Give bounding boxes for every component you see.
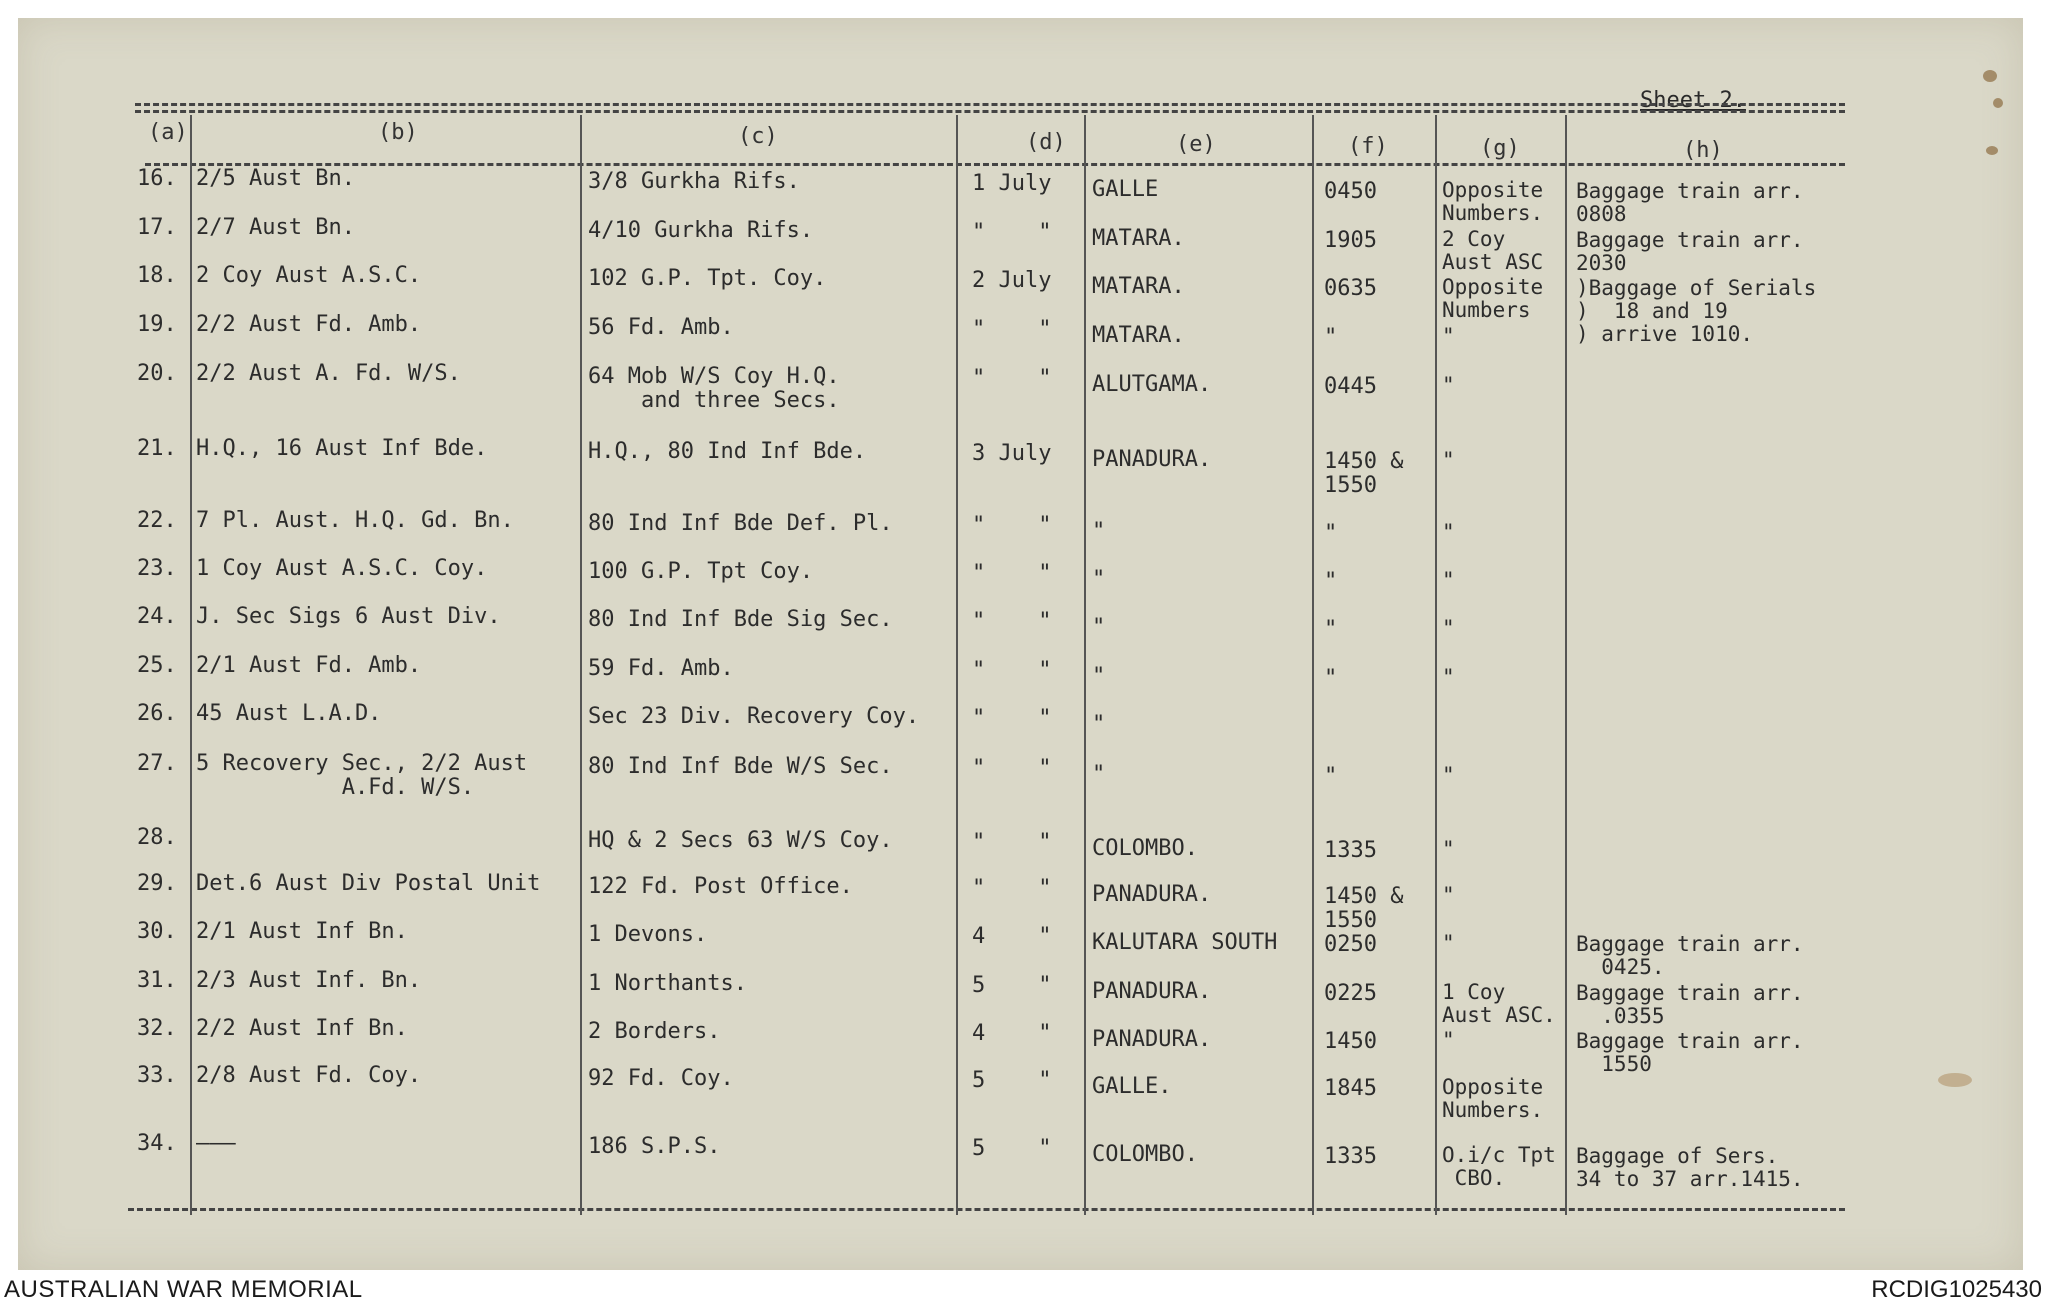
cell-e: " xyxy=(1092,711,1106,737)
cell-g: " xyxy=(1442,447,1455,472)
cell-a: 28. xyxy=(137,824,177,850)
cell-c: 80 Ind Inf Bde Def. Pl. xyxy=(588,510,893,536)
cell-a: 20. xyxy=(137,360,177,386)
cell-e: GALLE xyxy=(1092,176,1159,202)
cell-e: PANADURA. xyxy=(1092,446,1212,472)
footer-bar xyxy=(0,1270,2048,1307)
cell-f: " xyxy=(1324,665,1338,691)
cell-d: 1 July xyxy=(972,170,1052,196)
cell-b: 2/1 Aust Fd. Amb. xyxy=(196,653,422,679)
cell-d: 3 July xyxy=(972,440,1052,466)
cell-g: " xyxy=(1442,930,1455,955)
cell-g: Opposite Numbers. xyxy=(1442,177,1544,225)
cell-b: J. Sec Sigs 6 Aust Div. xyxy=(196,604,501,630)
col-header-f: (f) xyxy=(1348,134,1388,159)
cell-h: Baggage train arr. 0425. xyxy=(1576,932,1804,980)
cell-b: 2/1 Aust Inf Bn. xyxy=(196,919,408,945)
cell-h: Baggage of Sers. 34 to 37 arr.1415. xyxy=(1576,1144,1804,1192)
cell-d: " " xyxy=(972,560,1052,586)
cell-f: 1450 & 1550 xyxy=(1324,448,1404,498)
cell-b: 2/8 Aust Fd. Coy. xyxy=(196,1063,422,1089)
col-header-d: (d) xyxy=(1026,130,1066,155)
cell-a: 32. xyxy=(137,1015,177,1041)
cell-a: 29. xyxy=(137,870,177,896)
cell-g: " xyxy=(1442,615,1455,640)
stain-mark xyxy=(1986,146,1998,155)
cell-h: )Baggage of Serials ) 18 and 19 ) arrive 1010. xyxy=(1576,276,1817,347)
cell-c: 100 G.P. Tpt Coy. xyxy=(588,558,814,584)
cell-d: " " xyxy=(972,219,1052,245)
cell-g: Opposite Numbers xyxy=(1442,274,1544,322)
cell-a: 26. xyxy=(137,700,177,726)
cell-a: 21. xyxy=(137,435,177,461)
col-header-a: (a) xyxy=(148,120,188,145)
cell-a: 30. xyxy=(137,918,177,944)
cell-e: PANADURA. xyxy=(1092,881,1212,907)
cell-f: 0445 xyxy=(1324,373,1377,399)
bottom-rule xyxy=(128,1208,1845,1211)
cell-c: 1 Northants. xyxy=(588,970,747,996)
column-divider xyxy=(1312,115,1314,1215)
cell-e: PANADURA. xyxy=(1092,1026,1212,1052)
top-rule xyxy=(135,103,1845,106)
cell-c: 92 Fd. Coy. xyxy=(588,1065,734,1091)
cell-d: " " xyxy=(972,829,1052,855)
cell-a: 18. xyxy=(137,262,177,288)
cell-e: PANADURA. xyxy=(1092,978,1212,1004)
column-divider xyxy=(1084,115,1086,1215)
cell-c: H.Q., 80 Ind Inf Bde. xyxy=(588,438,867,464)
cell-c: 122 Fd. Post Office. xyxy=(588,873,853,899)
cell-d: " " xyxy=(972,316,1052,342)
cell-h: Baggage train arr. 2030 xyxy=(1576,228,1804,276)
cell-e: MATARA. xyxy=(1092,225,1185,251)
stain-mark xyxy=(1993,98,2003,108)
cell-d: 5 " xyxy=(972,972,1052,998)
cell-e: COLOMBO. xyxy=(1092,1141,1198,1167)
cell-e: " xyxy=(1092,566,1106,592)
cell-b: 45 Aust L.A.D. xyxy=(196,701,382,727)
cell-g: " xyxy=(1442,519,1455,544)
cell-a: 27. xyxy=(137,750,177,776)
cell-d: " " xyxy=(972,755,1052,781)
cell-c: Sec 23 Div. Recovery Coy. xyxy=(588,703,920,729)
cell-f: " xyxy=(1324,324,1338,350)
header-rule xyxy=(145,163,1845,166)
cell-h: Baggage train arr. .0355 xyxy=(1576,981,1804,1029)
cell-f: 1845 xyxy=(1324,1075,1377,1101)
cell-b: H.Q., 16 Aust Inf Bde. xyxy=(196,436,488,462)
cell-b: 2/2 Aust A. Fd. W/S. xyxy=(196,361,461,387)
cell-a: 16. xyxy=(137,165,177,191)
col-header-g: (g) xyxy=(1480,136,1520,161)
cell-g: 1 Coy Aust ASC. xyxy=(1442,979,1556,1027)
cell-g: " xyxy=(1442,836,1455,861)
footer-institution: AUSTRALIAN WAR MEMORIAL xyxy=(4,1276,363,1303)
cell-f: 0250 xyxy=(1324,931,1377,957)
cell-f: 0450 xyxy=(1324,178,1377,204)
cell-d: " " xyxy=(972,657,1052,683)
cell-c: 4/10 Gurkha Rifs. xyxy=(588,217,814,243)
cell-g: Opposite Numbers. xyxy=(1442,1074,1544,1122)
cell-a: 23. xyxy=(137,555,177,581)
cell-e: " xyxy=(1092,761,1106,787)
cell-f: " xyxy=(1324,568,1338,594)
cell-a: 33. xyxy=(137,1062,177,1088)
cell-c: 3/8 Gurkha Rifs. xyxy=(588,168,800,194)
cell-a: 22. xyxy=(137,507,177,533)
cell-e: " xyxy=(1092,663,1106,689)
cell-e: ALUTGAMA. xyxy=(1092,371,1212,397)
cell-f: 1450 xyxy=(1324,1028,1377,1054)
cell-f: 0635 xyxy=(1324,275,1377,301)
cell-c: 186 S.P.S. xyxy=(588,1133,721,1159)
stain-mark xyxy=(1983,70,1997,82)
cell-a: 34. xyxy=(137,1130,177,1156)
top-rule xyxy=(135,110,1845,113)
cell-a: 31. xyxy=(137,967,177,993)
column-divider xyxy=(190,115,192,1215)
cell-g: " xyxy=(1442,372,1455,397)
cell-g: " xyxy=(1442,323,1455,348)
cell-g: 2 Coy Aust ASC xyxy=(1442,226,1544,274)
col-header-c: (c) xyxy=(738,124,778,149)
cell-f: 1450 & 1550 xyxy=(1324,883,1404,933)
cell-f: " xyxy=(1324,520,1338,546)
cell-c: 2 Borders. xyxy=(588,1018,721,1044)
cell-f: " xyxy=(1324,763,1338,789)
cell-g: " xyxy=(1442,762,1455,787)
cell-d: 5 " xyxy=(972,1067,1052,1093)
column-divider xyxy=(1565,115,1567,1215)
cell-d: " " xyxy=(972,705,1052,731)
cell-h: Baggage train arr. 1550 xyxy=(1576,1029,1804,1077)
cell-b: 2/3 Aust Inf. Bn. xyxy=(196,968,422,994)
cell-e: MATARA. xyxy=(1092,322,1185,348)
cell-b: 7 Pl. Aust. H.Q. Gd. Bn. xyxy=(196,508,514,534)
cell-d: " " xyxy=(972,365,1052,391)
cell-c: 80 Ind Inf Bde Sig Sec. xyxy=(588,606,893,632)
cell-g: O.i/c Tpt CBO. xyxy=(1442,1142,1556,1190)
cell-b: ——— xyxy=(196,1131,236,1157)
col-header-b: (b) xyxy=(378,120,418,145)
cell-f: 1335 xyxy=(1324,1143,1377,1169)
cell-c: 80 Ind Inf Bde W/S Sec. xyxy=(588,753,893,779)
cell-b: Det.6 Aust Div Postal Unit xyxy=(196,871,541,897)
cell-g: " xyxy=(1442,567,1455,592)
cell-e: KALUTARA SOUTH xyxy=(1092,929,1278,955)
cell-b: 1 Coy Aust A.S.C. Coy. xyxy=(196,556,488,582)
cell-d: " " xyxy=(972,512,1052,538)
column-divider xyxy=(1435,115,1437,1215)
cell-c: 64 Mob W/S Coy H.Q. and three Secs. xyxy=(588,363,840,413)
cell-f: 1335 xyxy=(1324,837,1377,863)
cell-d: 4 " xyxy=(972,923,1052,949)
stain-mark xyxy=(1938,1073,1972,1087)
cell-b: 2 Coy Aust A.S.C. xyxy=(196,263,422,289)
cell-d: 4 " xyxy=(972,1020,1052,1046)
cell-c: 1 Devons. xyxy=(588,921,708,947)
cell-g: " xyxy=(1442,1027,1455,1052)
column-divider xyxy=(580,115,582,1215)
cell-e: " xyxy=(1092,518,1106,544)
cell-f: 0225 xyxy=(1324,980,1377,1006)
cell-f: 1905 xyxy=(1324,227,1377,253)
sheet-number: Sheet 2. xyxy=(1640,88,1746,113)
cell-c: HQ & 2 Secs 63 W/S Coy. xyxy=(588,827,893,853)
cell-d: " " xyxy=(972,875,1052,901)
cell-f: " xyxy=(1324,616,1338,642)
cell-c: 59 Fd. Amb. xyxy=(588,655,734,681)
cell-e: " xyxy=(1092,614,1106,640)
cell-b: 2/5 Aust Bn. xyxy=(196,166,355,192)
cell-a: 25. xyxy=(137,652,177,678)
cell-a: 24. xyxy=(137,603,177,629)
cell-d: 5 " xyxy=(972,1135,1052,1161)
cell-g: " xyxy=(1442,882,1455,907)
cell-b: 5 Recovery Sec., 2/2 Aust A.Fd. W/S. xyxy=(196,751,528,801)
cell-b: 2/2 Aust Fd. Amb. xyxy=(196,312,422,338)
cell-d: " " xyxy=(972,608,1052,634)
col-header-h: (h) xyxy=(1683,138,1723,163)
col-header-e: (e) xyxy=(1176,132,1216,157)
cell-a: 17. xyxy=(137,214,177,240)
cell-e: MATARA. xyxy=(1092,273,1185,299)
cell-d: 2 July xyxy=(972,267,1052,293)
cell-b: 2/7 Aust Bn. xyxy=(196,215,355,241)
cell-c: 102 G.P. Tpt. Coy. xyxy=(588,265,827,291)
cell-b: 2/2 Aust Inf Bn. xyxy=(196,1016,408,1042)
cell-a: 19. xyxy=(137,311,177,337)
footer-catalog-id: RCDIG1025430 xyxy=(1871,1276,2042,1303)
cell-e: GALLE. xyxy=(1092,1073,1172,1099)
cell-g: " xyxy=(1442,664,1455,689)
cell-h: Baggage train arr. 0808 xyxy=(1576,179,1804,227)
column-divider xyxy=(956,115,958,1215)
cell-e: COLOMBO. xyxy=(1092,835,1198,861)
cell-c: 56 Fd. Amb. xyxy=(588,314,734,340)
